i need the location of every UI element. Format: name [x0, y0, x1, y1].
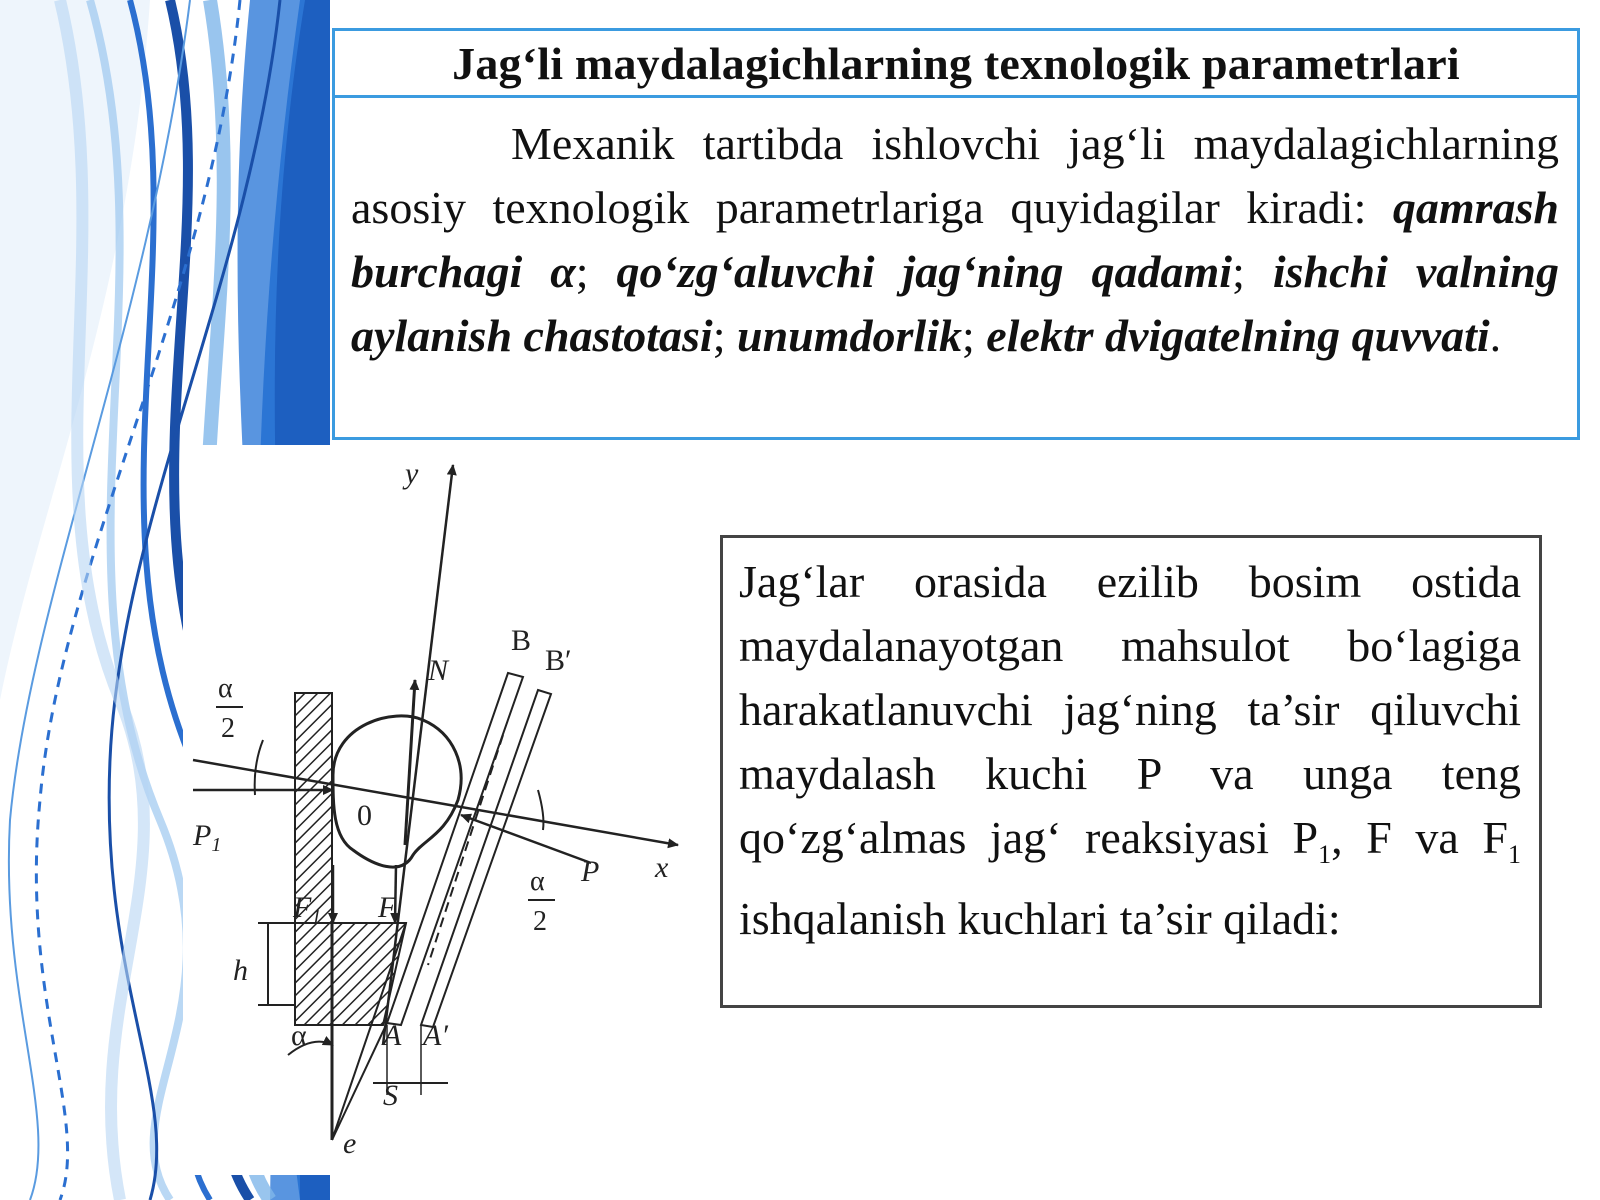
intro-sep-1: ;: [575, 246, 617, 297]
label-h: h: [233, 954, 248, 987]
label-alpha-half-left-num: α: [218, 673, 233, 704]
intro-sep-2: ;: [1232, 246, 1273, 297]
intro-lead: Mexanik tartibda ishlovchi jag‘li maydalagichlarning asosiy texnologik parametrlariga quyidagilar kiradi:: [351, 118, 1559, 233]
jaw-line-to-e: [332, 1023, 387, 1140]
label-o: 0: [357, 799, 372, 832]
label-e: e: [343, 1127, 357, 1160]
intro-sep-4: ;: [961, 310, 987, 361]
force-description-box: [720, 535, 1542, 1008]
alpha-half-arc-right: [538, 790, 543, 830]
force-description-paragraph: [739, 550, 1521, 951]
slide-title: Jag‘li maydalagichlarning texnologik parametrlari: [452, 37, 1460, 89]
intro-box: [332, 98, 1580, 440]
intro-sep-3: ;: [712, 310, 737, 361]
label-alpha-half-right-den: 2: [533, 906, 547, 937]
alpha-half-arc-left: [255, 740, 263, 795]
note-text-1: Jag‘lar orasida ezilib bosim ostida maydalanayotgan mahsulot bo‘lagiga harakatlanuvchi jag‘ning ta’sir qiluvchi maydalash kuchi P va unga teng qo‘zg‘almas jag‘ reaksiyasi P: [739, 556, 1521, 863]
note-text-3: ishqalanish kuchlari ta’sir qiladi:: [739, 893, 1341, 945]
label-f1: $F_1$: [293, 891, 322, 928]
param-jaw-stroke: qo‘zg‘aluvchi jag‘ning qadami: [616, 246, 1233, 297]
param-capture-angle: qamrash burchagi α: [351, 182, 1559, 297]
label-p1: $P_1$: [193, 819, 222, 856]
label-a: A: [383, 1019, 402, 1052]
param-productivity: unumdorlik: [736, 310, 962, 361]
label-n: N: [428, 654, 449, 687]
note-sub-1: 1: [1318, 840, 1332, 870]
diagram-svg: [183, 445, 703, 1175]
param-motor-power: elektr dvigatelning quvvati: [986, 310, 1490, 361]
label-b: B: [511, 624, 532, 657]
label-alpha-half-right-num: α: [530, 866, 545, 897]
note-text-2: , F va F: [1331, 812, 1508, 863]
title-box: [332, 28, 1580, 98]
label-f: F: [378, 891, 397, 924]
material-lump: [333, 716, 461, 867]
label-alpha-half-left-den: 2: [221, 713, 235, 744]
note-sub-2: 1: [1507, 840, 1521, 870]
intro-paragraph: [351, 112, 1559, 368]
label-alpha: α: [291, 1019, 307, 1052]
label-y: y: [405, 457, 419, 490]
label-s: S: [383, 1079, 398, 1112]
fixed-jaw: [295, 693, 332, 923]
param-shaft-frequency: ishchi valning aylanish chastotasi: [351, 246, 1559, 361]
jaw-crusher-force-diagram: [183, 445, 703, 1175]
label-a-prime: A′: [423, 1019, 448, 1052]
label-b-prime: B′: [545, 644, 572, 677]
label-x: x: [655, 851, 669, 884]
label-p: P: [581, 855, 600, 888]
intro-end: .: [1489, 310, 1502, 361]
